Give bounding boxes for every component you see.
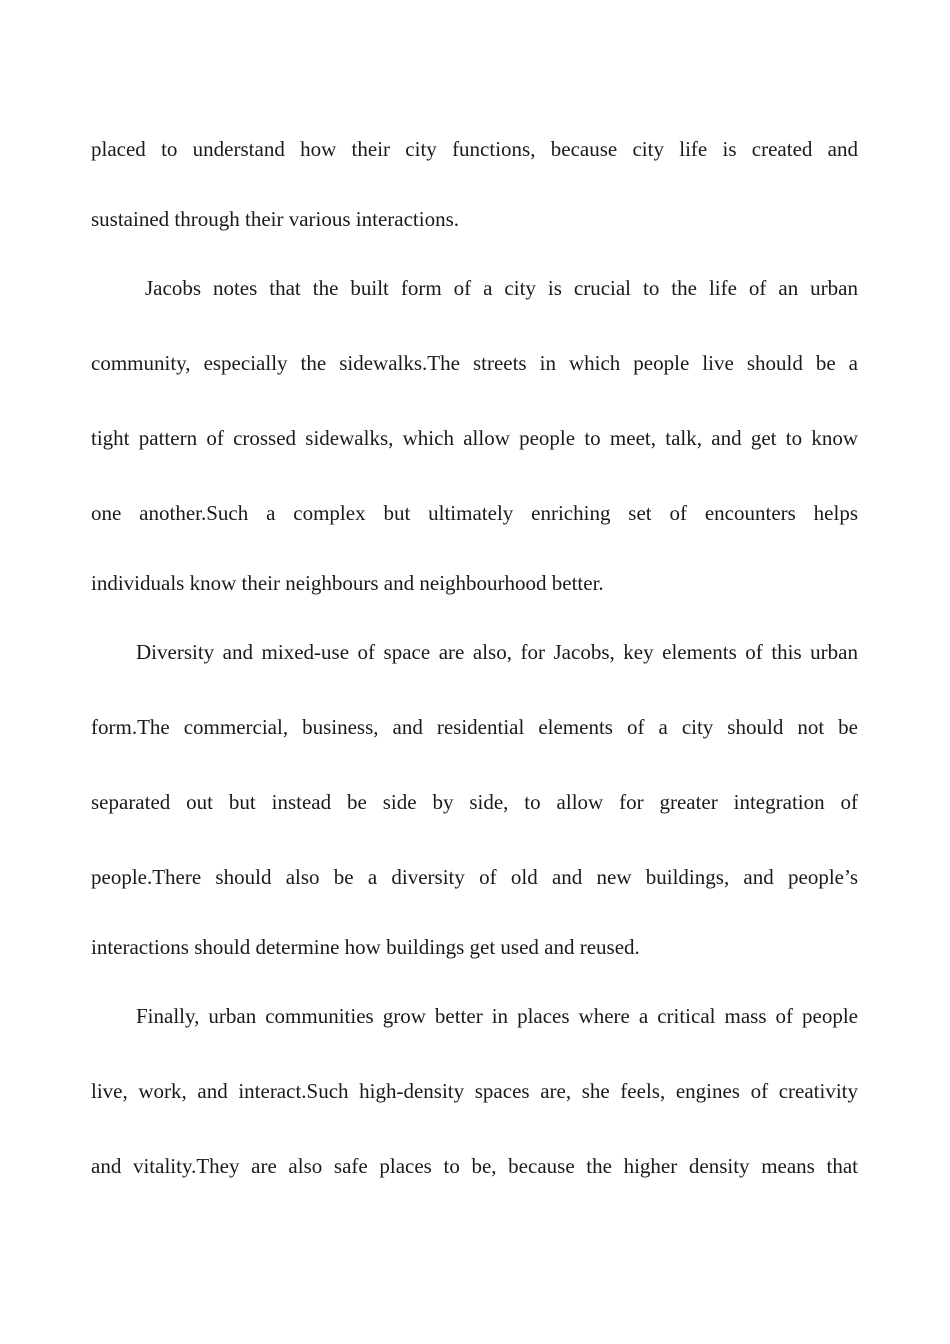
paragraph-line: sustained through their various interactions. (91, 207, 460, 231)
paragraph-4 (91, 979, 858, 1204)
paragraph-2 (91, 251, 858, 615)
paragraph-line: tight pattern of crossed sidewalks, which allow people to meet, talk, and get to know (91, 426, 858, 450)
paragraph-line: placed to understand how their city functions, because city life is created and (91, 137, 858, 161)
paragraph-line: form.The commercial, business, and residential elements of a city should not be (91, 715, 858, 739)
paragraph-line: people.There should also be a diversity of old and new buildings, and people’s (91, 865, 858, 889)
paragraph-line: separated out but instead be side by side, to allow for greater integration of (91, 790, 858, 814)
paragraph-line: interactions should determine how buildings get used and reused. (91, 935, 640, 959)
document-body (91, 112, 858, 1204)
paragraph-line: live, work, and interact.Such high-density spaces are, she feels, engines of creativity (91, 1079, 858, 1103)
paragraph-line: and vitality.They are also safe places to be, because the higher density means that (91, 1154, 858, 1178)
paragraph-line: individuals know their neighbours and neighbourhood better. (91, 571, 604, 595)
paragraph-line: community, especially the sidewalks.The streets in which people live should be a (91, 351, 858, 375)
paragraph-line: Diversity and mixed-use of space are also, for Jacobs, key elements of this urban (136, 640, 858, 664)
paragraph-line: Finally, urban communities grow better in places where a critical mass of people (136, 1004, 858, 1028)
paragraph-line: Jacobs notes that the built form of a city is crucial to the life of an urban (145, 276, 858, 300)
paragraph-3 (91, 615, 858, 979)
paragraph-1 (91, 112, 858, 251)
paragraph-line: one another.Such a complex but ultimately enriching set of encounters helps (91, 501, 858, 525)
